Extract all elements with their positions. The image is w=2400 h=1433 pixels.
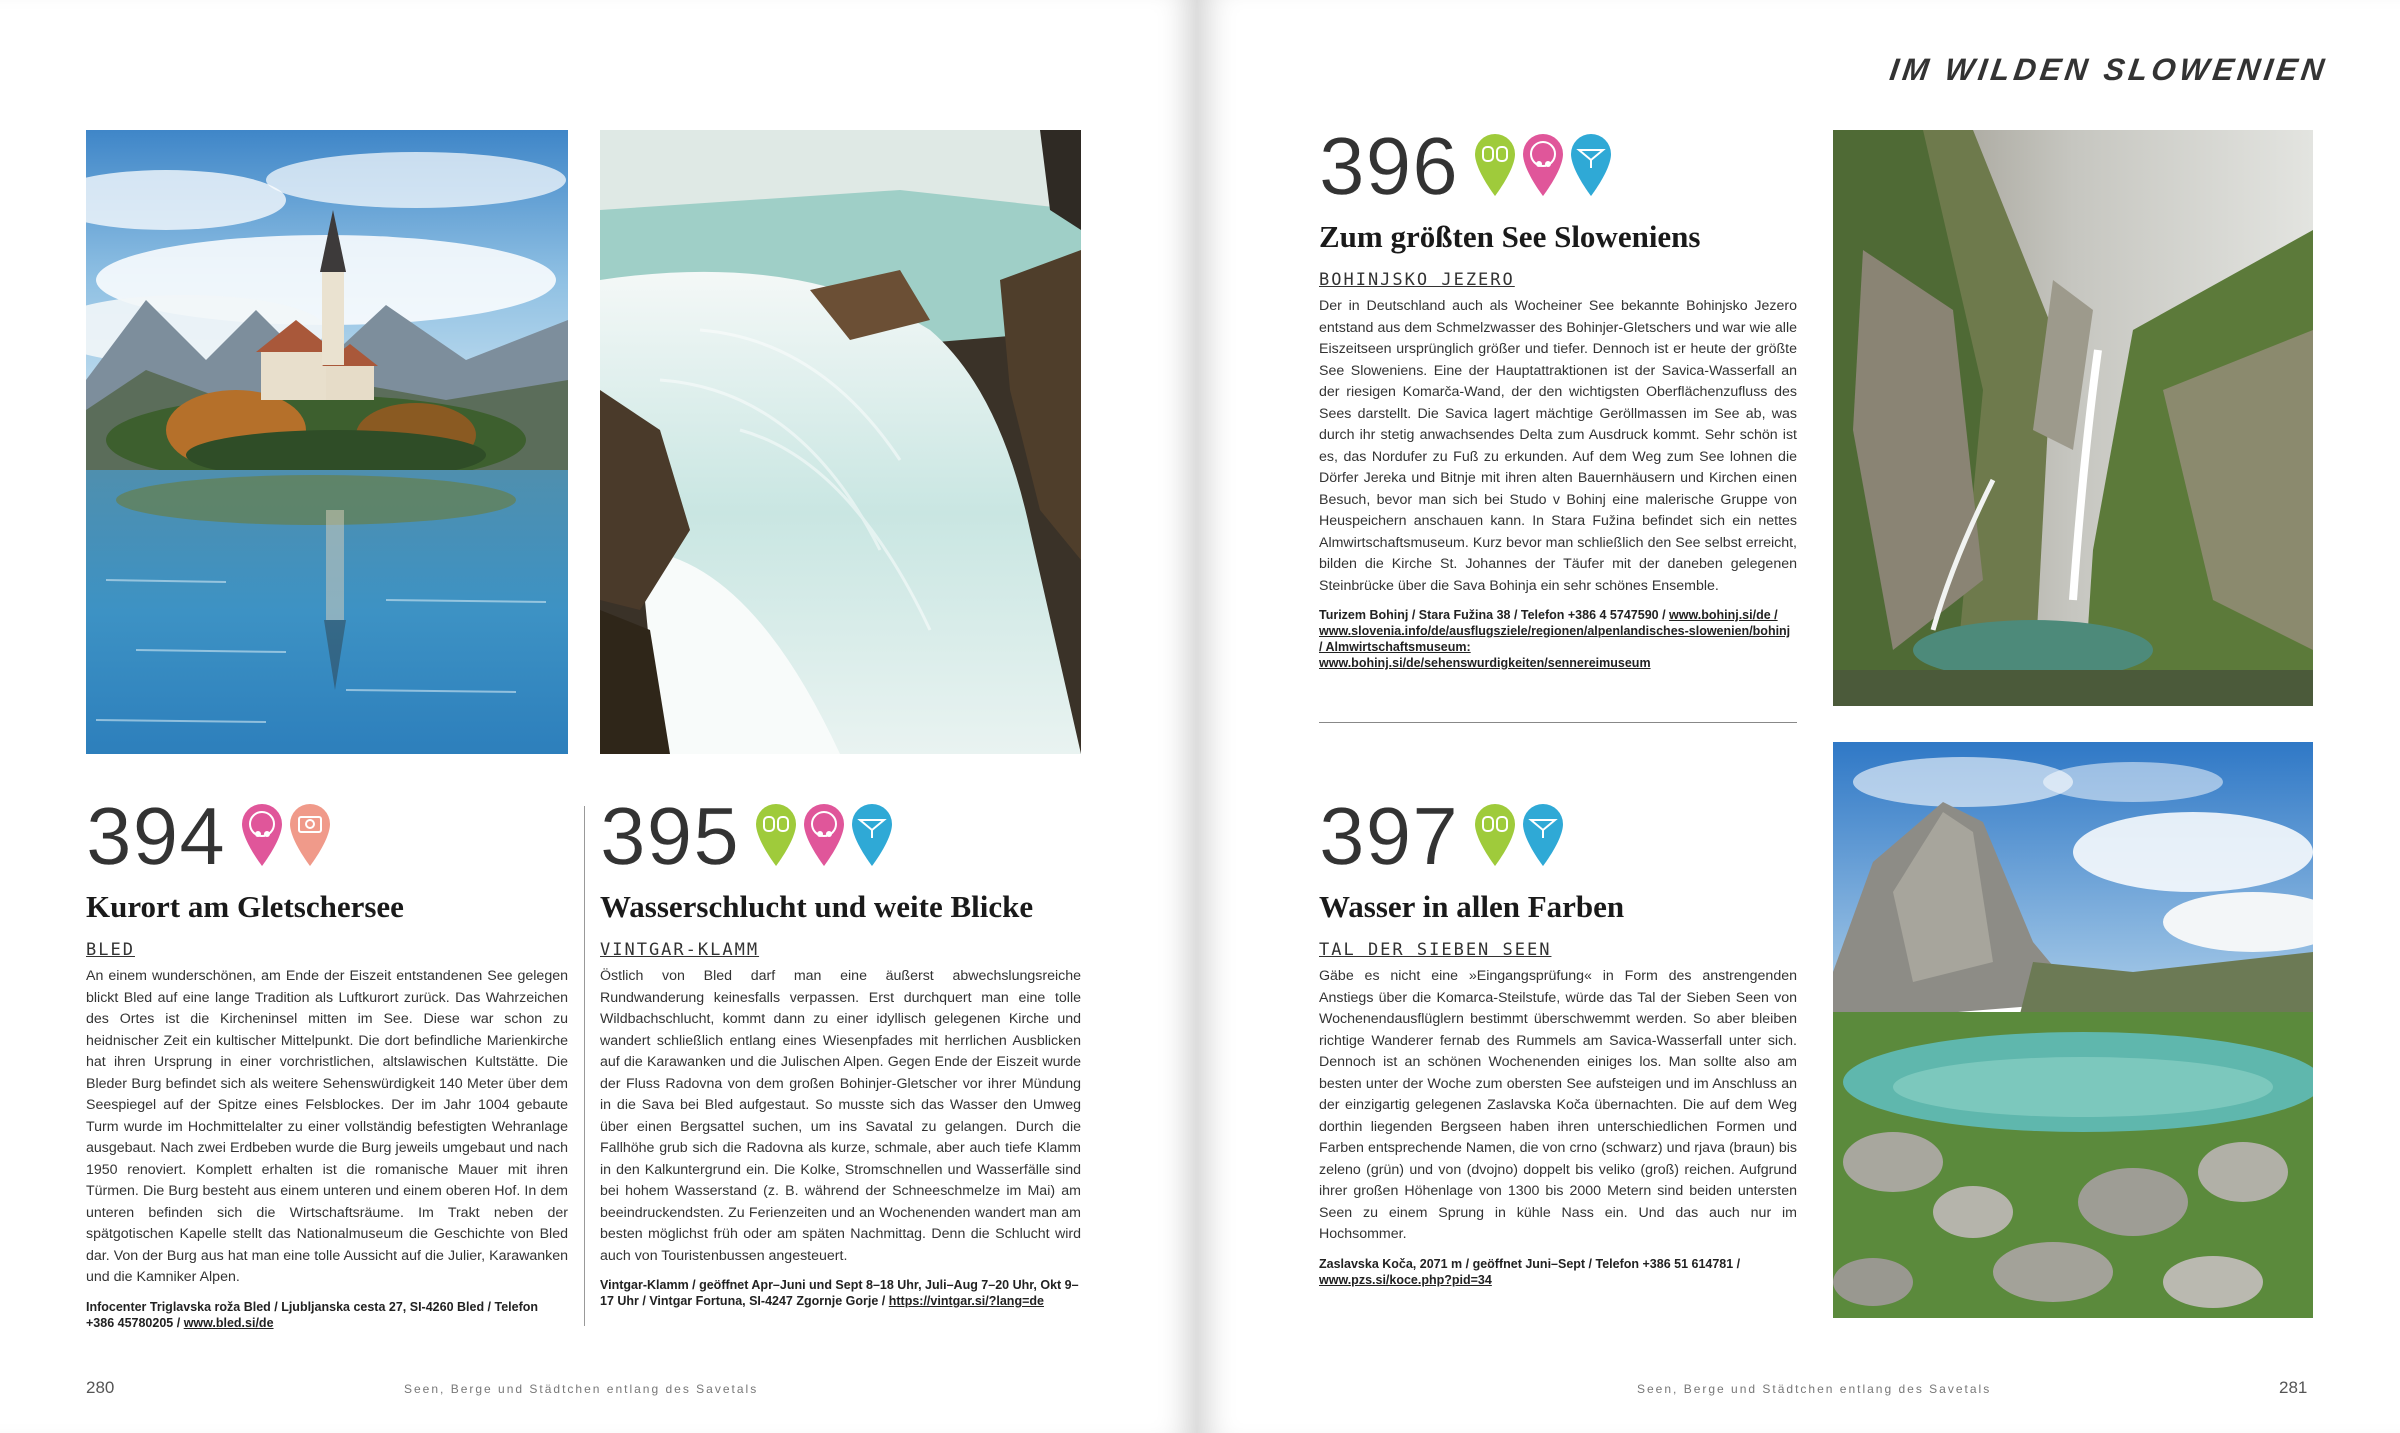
entry-395 <box>600 791 1081 1309</box>
entry-info-text: Turizem Bohinj / Stara Fužina 38 / Telefon +386 4 5747590 / <box>1319 608 1666 622</box>
vintgar-waterfall-photo <box>600 130 1081 754</box>
entry-title: Kurort am Gletschersee <box>86 889 404 924</box>
family-icon <box>802 804 846 868</box>
entry-title: Wasserschlucht und weite Blicke <box>600 889 1034 924</box>
column-divider <box>584 806 585 1326</box>
entry-number: 396 <box>1319 121 1459 212</box>
entry-link[interactable]: www.pzs.si/koce.php?pid=34 <box>1319 1272 1492 1287</box>
hiking-icon <box>1473 134 1517 198</box>
swim-icon <box>1569 134 1613 198</box>
swim-icon <box>1521 804 1565 868</box>
entry-place: VINTGAR-KLAMM <box>600 940 760 960</box>
savica-waterfall-photo <box>1833 130 2313 706</box>
entry-body: Östlich von Bled darf man eine äußerst abwechslungsreiche Rundwanderung keinesfalls verpassen. Erst durchquert man eine tolle Wildbachschlucht, kommt dann zu einer idyllisch gelegenen Kirche und wandert schließlich entlang eines Wiesenpfades mit herrlichen Ausblicken auf die Karawanken und die Julischen Alpen. Gegen Ende der Eiszeit wurde der Fluss Radovna von dem großen Bohinjer-Gletscher vor ihrer Mündung in die Sava bei Bled aufgestaut. So musste sich das Wasser den Umweg über einen Bergsattel suchen, um ins Savatal zu gelangen. Durch die Fallhöhe grub sich die Radovna als kurze, schmale, aber auch tiefe Klamm in den Kalkuntergrund ein. Die Kolke, Stromschnellen und Wasserfälle sind bei hohem Wasserstand (z. B. während der Schneeschmelze im Mai) am beeindruckendsten. Zu Ferienzeiten und an Wochenenden wandert man am besten möglichst früh oder am späten Nachmittag. Denn die Schlucht wird auch von Touristenbussen angesteuert. <box>600 968 1081 1264</box>
photo-icon <box>288 804 332 868</box>
entry-link[interactable]: www.bled.si/de <box>183 1315 274 1330</box>
entry-link[interactable]: https://vintgar.si/?lang=de <box>888 1294 1044 1308</box>
entry-info-text: Vintgar-Klamm / geöffnet Apr–Juni und Sept 8–18 Uhr, Juli–Aug 7–20 Uhr, Okt 9–17 Uhr / Vintgar Fortuna, SI-4247 Zgornje Gorje / <box>600 1278 1079 1308</box>
entry-number: 395 <box>600 791 740 882</box>
entry-number: 397 <box>1319 791 1459 882</box>
entry-body: Der in Deutschland auch als Wocheiner See bekannte Bohinjsko Jezero entstand aus dem Schmelzwasser des Bohinjer-Gletschers und war wie alle Eiszeitseen ursprünglich größer und tiefer. Dennoch ist er heute der größte See Sloweniens. Eine der Hauptattraktionen ist der Savica-Wasserfall an der riesigen Komarča-Wand, der den wichtigsten Oberflächenzufluss des Sees darstellt. Die Savica lagert mächtige Geröllmassen im See ab, was durch ihr stetig anwachsendes Delta zum Ausdruck kommt. Sehr schön ist es, das Nordufer zu Fuß zu erkunden. Auf dem Weg zum See lohnen die Dörfer Jereka und Bitnje mit ihren alten Bauernhäusern und Kirchen einen Besuch, bevor man sich bei Studo v Bohinj eine malerische Gruppe von Heuspeichern anschauen kann. In Stara Fužina befindet sich ein nettes Almwirtschaftsmuseum. Kurz bevor man schließlich den See selbst erreicht, bilden die Kirche St. Johannes der Täufer mit der daneben gelegenen Steinbrücke über die Sava Bohinja ein sehr schönes Ensemble. <box>1319 298 1797 594</box>
entry-info <box>1319 607 1797 671</box>
running-footer-left: Seen, Berge und Städtchen entlang des Savetals <box>404 1382 759 1396</box>
entry-info <box>1319 1256 1797 1288</box>
entry-info-text: Zaslavska Koča, 2071 m / geöffnet Juni–Sept / Telefon +386 51 614781 / <box>1319 1256 1741 1271</box>
bled-lake-photo <box>86 130 568 754</box>
entry-info <box>86 1299 568 1331</box>
entry-separator <box>1319 722 1797 723</box>
entry-place: BOHINJSKO JEZERO <box>1319 270 1515 290</box>
entry-link[interactable]: www.bohinj.si/de / www.slovenia.info/de/ausflugsziele/regionen/alpenlandisches-slowenien/bohinj / Almwirtschaftsmuseum: www.bohinj.si/de/sehenswurdigkeiten/sennereimuseum <box>1319 608 1791 670</box>
entry-info <box>600 1277 1081 1309</box>
running-footer-right: Seen, Berge und Städtchen entlang des Savetals <box>1637 1382 1992 1396</box>
family-icon <box>1521 134 1565 198</box>
hiking-icon <box>1473 804 1517 868</box>
entry-397 <box>1319 791 1797 1288</box>
page-number-left: 280 <box>86 1378 115 1397</box>
entry-info-text: Infocenter Triglavska roža Bled / Ljubljanska cesta 27, SI-4260 Bled / Telefon +386 45780205 / <box>86 1299 539 1330</box>
page-number-right: 281 <box>2279 1378 2308 1397</box>
family-icon <box>240 804 284 868</box>
entry-396 <box>1319 121 1797 671</box>
swim-icon <box>850 804 894 868</box>
right-page <box>1197 0 2400 1433</box>
entry-number: 394 <box>86 791 226 882</box>
entry-title: Zum größten See Sloweniens <box>1319 219 1701 254</box>
seven-lakes-photo <box>1833 742 2313 1318</box>
hiking-icon <box>754 804 798 868</box>
entry-place: BLED <box>86 940 135 960</box>
entry-body: An einem wunderschönen, am Ende der Eiszeit entstandenen See gelegen blickt Bled auf eine lange Tradition als Luftkurort zurück. Das Wahrzeichen des Ortes ist die Kircheninsel mitten im See. Diese war schon zu heidnischer Zeit ein kultischer Mittelpunkt. Die dort befindliche Marienkirche hat ihren Ursprung in einer vorchristlichen, altslawischen Kultstätte. Die Bleder Burg befindet sich als weitere Sehenswürdigkeit 140 Meter über dem Seespiegel auf der Spitze eines Felsblockes. Der im Jahr 1004 gebaute Turm wurde im Hochmittelalter zu einer vollständig befestigten Wehranlage ausgebaut. Nach zwei Erdbeben wurde die Burg jeweils umgebaut und nach 1950 renoviert. Komplett erhalten ist die romanische Mauer mit ihren Türmen. Die Burg besteht aus einem unteren und einem oberen Hof. In dem unteren befinden sich die Wirtschaftsräume. Im Trakt neben der spätgotischen Kapelle stellt das Nationalmuseum die Geschichte von Bled dar. Von der Burg aus hat man eine tolle Aussicht auf die Julier, Karawanken und die Kamniker Alpen. <box>86 968 568 1285</box>
entry-394 <box>86 791 568 1331</box>
section-title: IM WILDEN SLOWENIEN <box>1887 52 2331 87</box>
entry-title: Wasser in allen Farben <box>1319 889 1625 924</box>
entry-place: TAL DER SIEBEN SEEN <box>1319 940 1552 960</box>
entry-body: Gäbe es nicht eine »Eingangsprüfung« in Form des anstrengenden Anstiegs über die Komarca-Steilstufe, würde das Tal der Sieben Seen von Wochenendausflüglern bestimmt überschwemmt werden. So aber bleiben richtige Wanderer fernab des Rummels am Savica-Wasserfall unter sich. Dennoch ist an schönen Wochenenden einiges los. Man sollte also am besten unter der Woche zum obersten See aufsteigen und im Anschluss an der einzigartig gelegenen Zaslavska Koča übernachten. Die auf dem Weg dorthin liegenden Bergseen haben ihren unterschiedlichen Formen und Farben entsprechende Namen, die von crno (schwarz) und rjava (braun) bis zeleno (grün) und von (dvojno) doppelt bis veliko (groß) reichen. Aufgrund ihrer großen Höhenlage von 1300 bis 2000 Metern sind beiden untersten Seen zu einem Sprung in kühle Nass ein. Und das auch nur im Hochsommer. <box>1319 968 1797 1242</box>
left-page <box>0 0 1197 1433</box>
